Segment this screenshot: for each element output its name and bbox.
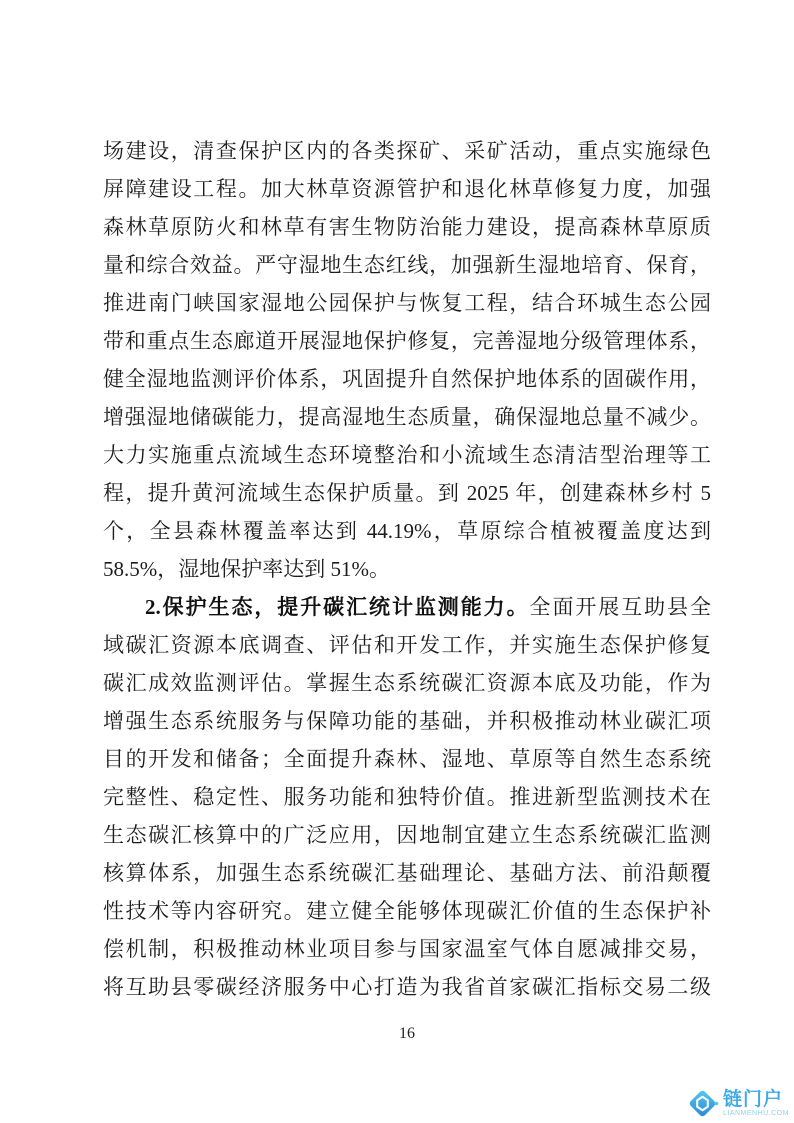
text-line: 增强生态系统服务与保障功能的基础，并积极推动林业碳汇项: [103, 709, 711, 733]
section-2-heading: 2.保护生态，提升碳汇统计监测能力。: [145, 595, 530, 619]
diamond-chain-link-icon: [686, 1087, 720, 1121]
text-line: 偿机制，积极推动林业项目参与国家温室气体自愿减排交易，: [103, 937, 711, 961]
page-text-block: [103, 132, 711, 1006]
section-2-paragraph: [103, 588, 711, 1006]
text-line: 场建设，清查保护区内的各类探矿、采矿活动，重点实施绿色: [103, 139, 711, 163]
text-line: 屏障建设工程。加大林草资源管护和退化林草修复力度，加强: [103, 177, 711, 201]
text-line: 带和重点生态廊道开展湿地保护修复，完善湿地分级管理体系，: [103, 329, 711, 353]
text-line: 目的开发和储备；全面提升森林、湿地、草原等自然生态系统: [103, 747, 711, 771]
continuation-paragraph: [103, 132, 711, 588]
text-line: 推进南门峡国家湿地公园保护与恢复工程，结合环城生态公园: [103, 291, 711, 315]
text-line: 健全湿地监测评价体系，巩固提升自然保护地体系的固碳作用，: [103, 367, 711, 391]
text-line: 碳汇成效监测评估。掌握生态系统碳汇资源本底及功能，作为: [103, 671, 711, 695]
section-2-first-line-rest: 全面开展互助县全: [529, 595, 711, 619]
page-number: 16: [399, 1025, 415, 1042]
watermark-brand: 链门户: [722, 1089, 783, 1110]
text-line: 程，提升黄河流域生态保护质量。到 2025 年，创建森林乡村 5: [103, 481, 711, 505]
text-line: 性技术等内容研究。建立健全能够体现碳汇价值的生态保护补: [103, 899, 711, 923]
text-line: 增强湿地储碳能力，提高湿地生态质量，确保湿地总量不减少。: [103, 405, 711, 429]
section-2-lines: [103, 626, 711, 1006]
text-line: 大力实施重点流域生态环境整治和小流域生态清洁型治理等工: [103, 443, 711, 467]
text-line: 个，全县森林覆盖率达到 44.19%，草原综合植被覆盖度达到: [103, 519, 711, 543]
watermark-text: [723, 1090, 789, 1118]
text-line: 核算体系，加强生态系统碳汇基础理论、基础方法、前沿颠覆: [103, 861, 711, 885]
text-line: 域碳汇资源本底调查、评估和开发工作，并实施生态保护修复: [103, 633, 711, 657]
watermark-logo: [686, 1087, 789, 1121]
watermark-domain: LIANMENHU.COM: [722, 1110, 789, 1117]
section-2-first-line: [103, 588, 711, 626]
text-line: 量和综合效益。严守湿地生态红线，加强新生湿地培育、保育，: [103, 253, 711, 277]
text-line: 生态碳汇核算中的广泛应用，因地制宜建立生态系统碳汇监测: [103, 823, 711, 847]
text-line: 将互助县零碳经济服务中心打造为我省首家碳汇指标交易二级: [103, 975, 711, 999]
text-line: 58.5%，湿地保护率达到 51%。: [103, 557, 390, 581]
text-line: 森林草原防火和林草有害生物防治能力建设，提高森林草原质: [103, 215, 711, 239]
text-line: 完整性、稳定性、服务功能和独特价值。推进新型监测技术在: [103, 785, 711, 809]
